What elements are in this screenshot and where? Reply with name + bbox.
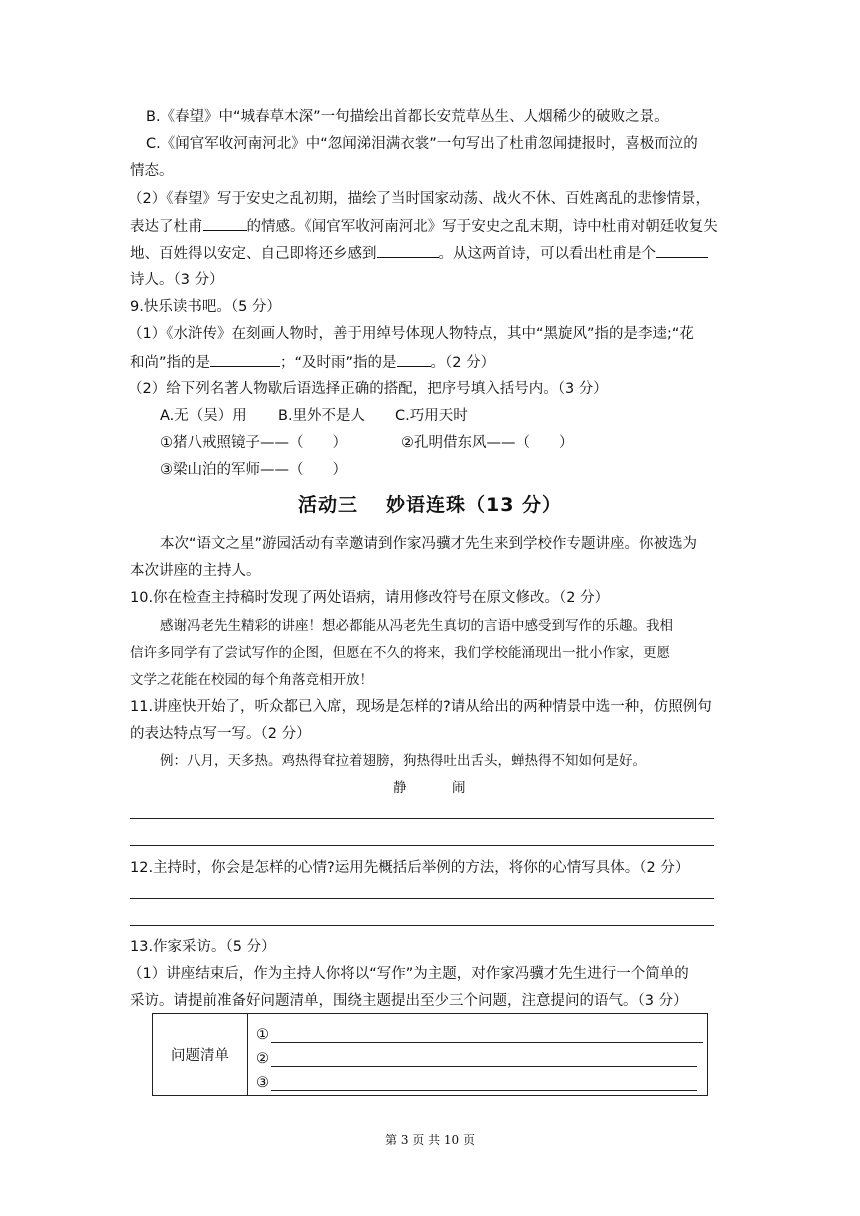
answer-line[interactable] <box>130 845 714 846</box>
q8-option-c-line1: C.《闻官军收河南河北》中“忽闻涕泪满衣裳”一句写出了杜甫忽闻捷报时，喜极而泣的 <box>146 136 698 152</box>
answer-blank[interactable] <box>203 216 247 231</box>
answer-line[interactable] <box>271 1052 697 1067</box>
q11-title-line2: 的表达特点写一写。（2 分） <box>130 726 311 742</box>
answer-blank[interactable] <box>210 352 280 367</box>
answer-line[interactable] <box>271 1028 703 1043</box>
q10-text-line3: 文学之花能在校园的每个角落竞相开放！ <box>130 672 373 688</box>
q9-text: 。（2 分） <box>430 355 496 371</box>
answer-blank[interactable] <box>377 243 439 258</box>
q8-text: 表达了杜甫 <box>130 219 203 235</box>
row-marker: ② <box>256 1050 269 1067</box>
q11-option-lively: 闹 <box>452 780 466 796</box>
q13-title: 13.作家采访。（5 分） <box>130 939 276 955</box>
answer-line[interactable] <box>130 898 714 899</box>
q8-part2-line2 <box>130 216 718 237</box>
q8-option-b: B.《春望》中“城春草木深”一句描绘出首都长安荒草丛生、人烟稀少的破败之景。 <box>146 109 669 125</box>
answer-line[interactable] <box>271 1076 697 1091</box>
row-marker: ① <box>256 1026 269 1043</box>
question-row-2[interactable] <box>248 1043 707 1067</box>
q8-part2-line3 <box>130 243 708 264</box>
question-row-1[interactable] <box>248 1019 707 1043</box>
q11-title-line1: 11.讲座快开始了，听众都已入席，现场是怎样的?请从给出的两种情景中选一种，仿照例句 <box>130 699 712 715</box>
q9-text: 和尚”指的是 <box>130 355 211 371</box>
page-footer: 第 3 页 共 10 页 <box>385 1133 475 1147</box>
answer-blank[interactable] <box>656 243 708 258</box>
q11-option-quiet: 静 <box>393 780 407 796</box>
intro-line2: 本次讲座的主持人。 <box>130 563 261 579</box>
q9-part2: （2）给下列名著人物歇后语选择正确的搭配，把序号填入括号内。（3 分） <box>128 381 608 397</box>
section-title <box>0 490 860 517</box>
q11-example: 例：八月，天多热。鸡热得耷拉着翅膀，狗热得吐出舌头，蝉热得不知如何是好。 <box>160 753 646 769</box>
section-heading: 妙语连珠（13 分） <box>385 494 563 516</box>
answer-line[interactable] <box>130 818 714 819</box>
q9-text: ；“及时雨”指的是 <box>280 355 397 371</box>
question-row-3[interactable] <box>248 1067 707 1091</box>
q13-part1-line1: （1）讲座结束后，作为主持人你将以“写作”为主题，对作家冯骥才先生进行一个简单的 <box>128 966 689 982</box>
q13-part1-line2: 采访。请提前准备好问题清单，围绕主题提出至少三个问题，注意提问的语气。（3 分） <box>130 993 688 1009</box>
q9-part1-line2 <box>130 352 495 373</box>
q9-item-3: ③梁山泊的军师——（ ） <box>160 462 347 478</box>
question-list-cell <box>248 1014 708 1096</box>
q9-option-b: B.里外不是人 <box>278 408 366 424</box>
q10-text-line1: 感谢冯老先生精彩的讲座！想必都能从冯老先生真切的言语中感受到写作的乐趣。我相 <box>160 618 673 634</box>
q8-text: 地、百姓得以安定、自己即将还乡感到 <box>130 246 377 262</box>
q8-option-c-line2: 情态。 <box>130 163 174 179</box>
q8-text: 。从这两首诗，可以看出杜甫是个 <box>438 246 656 262</box>
q9-item-2: ②孔明借东风——（ ） <box>401 435 574 451</box>
q9-part1-line1: （1）《水浒传》在刻画人物时，善于用绰号体现人物特点，其中“黑旋风”指的是李逵;“花 <box>128 326 694 342</box>
q10-text-line2: 信许多同学有了尝试写作的企图，但愿在不久的将来，我们学校能涌现出一批小作家，更愿 <box>130 645 670 661</box>
q8-part2-line1: （2）《春望》写于安史之乱初期，描绘了当时国家动荡、战火不休、百姓离乱的悲惨情景， <box>128 191 710 207</box>
q9-option-a: A.无（吴）用 <box>160 408 247 424</box>
q12-title: 12.主持时，你会是怎样的心情?运用先概括后举例的方法，将你的心情写具体。（2 分） <box>130 860 690 876</box>
answer-blank[interactable] <box>397 352 431 367</box>
q9-option-c: C.巧用天时 <box>395 408 468 424</box>
answer-line[interactable] <box>130 925 714 926</box>
q8-text: 的情感。《闻官军收河南河北》写于安史之乱末期，诗中杜甫对朝廷收复失 <box>246 219 718 235</box>
row-marker: ③ <box>256 1074 269 1091</box>
section-name: 活动三 <box>297 494 358 516</box>
q10-title: 10.你在检查主持稿时发现了两处语病，请用修改符号在原文修改。（2 分） <box>130 590 610 606</box>
q8-part2-line4: 诗人。（3 分） <box>130 272 224 288</box>
question-list-label: 问题清单 <box>153 1014 248 1096</box>
question-list-table <box>152 1013 708 1096</box>
intro-line1: 本次“语文之星”游园活动有幸邀请到作家冯骥才先生来到学校作专题讲座。你被选为 <box>160 536 698 552</box>
q9-item-1: ①猪八戒照镜子——（ ） <box>160 435 347 451</box>
q9-title: 9.快乐读书吧。（5 分） <box>130 299 281 315</box>
